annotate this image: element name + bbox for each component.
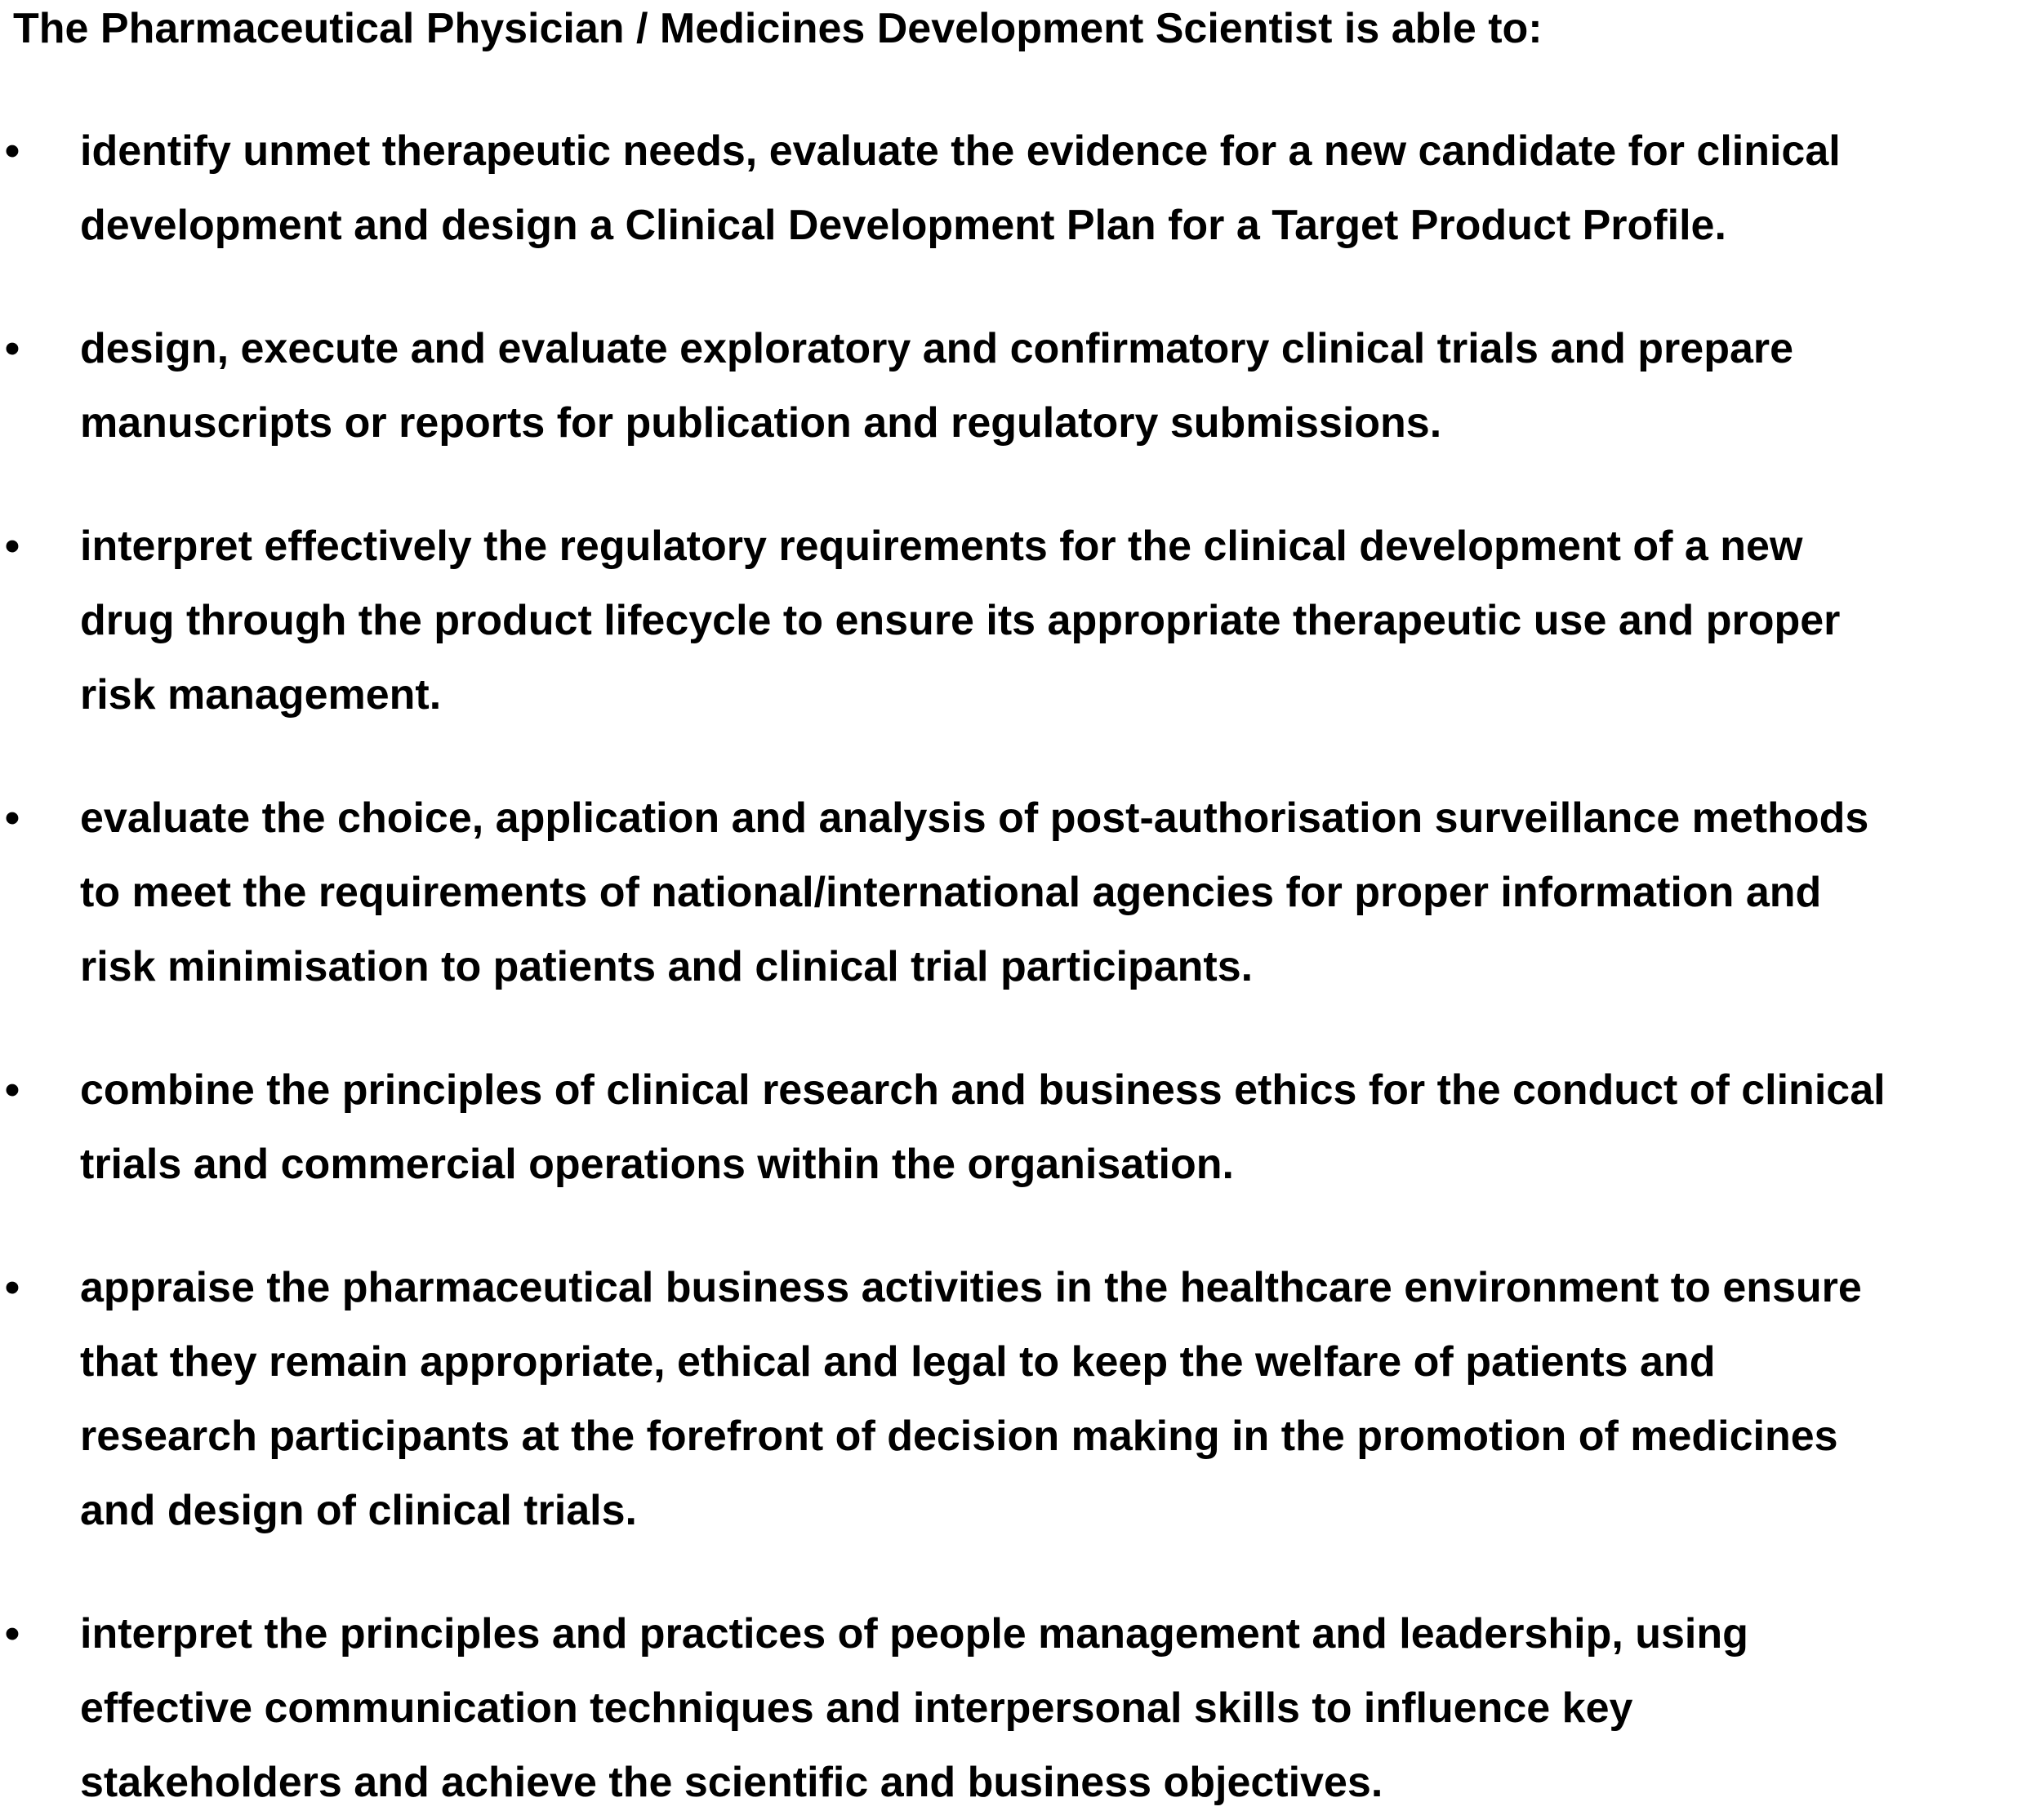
text-line: identify unmet therapeutic needs, evaluate the evidence for a new candidate for clinical <box>80 127 1841 175</box>
text-line: combine the principles of clinical research and business ethics for the conduct of clinical <box>80 1066 1886 1114</box>
list-item-text <box>80 1053 2017 1202</box>
text-line: stakeholders and achieve the scientific and business objectives. <box>80 1759 1383 1806</box>
text-line: manuscripts or reports for publication and regulatory submissions. <box>80 399 1442 447</box>
list-item-text <box>80 1597 2017 1820</box>
bullet-icon: • <box>4 523 20 570</box>
text-line: design, execute and evaluate exploratory and confirmatory clinical trials and prepare <box>80 325 1794 372</box>
page-heading: The Pharmaceutical Physician / Medicines Development Scientist is able to: <box>13 5 1543 52</box>
text-line: risk management. <box>80 671 442 719</box>
text-line: to meet the requirements of national/international agencies for proper information and <box>80 869 1822 916</box>
list-item-text <box>80 510 2017 732</box>
bullet-icon: • <box>4 1610 20 1658</box>
bullet-icon: • <box>4 794 20 842</box>
text-line: development and design a Clinical Development Plan for a Target Product Profile. <box>80 202 1726 249</box>
text-line: trials and commercial operations within the organisation. <box>80 1141 1234 1188</box>
text-line: research participants at the forefront of decision making in the promotion of medicines <box>80 1413 1838 1460</box>
list-item-text <box>80 781 2017 1004</box>
list-item-text <box>80 312 2017 461</box>
text-line: evaluate the choice, application and analysis of post-authorisation surveillance methods <box>80 794 1869 842</box>
bullet-icon: • <box>4 325 20 372</box>
text-line: that they remain appropriate, ethical and legal to keep the welfare of patients and <box>80 1338 1716 1386</box>
text-line: appraise the pharmaceutical business activities in the healthcare environment to ensure <box>80 1264 1862 1311</box>
list-item-text <box>80 1251 2017 1548</box>
text-line: and design of clinical trials. <box>80 1487 637 1534</box>
bullet-icon: • <box>4 1264 20 1311</box>
text-line: interpret the principles and practices of people management and leadership, using <box>80 1610 1748 1658</box>
text-line: interpret effectively the regulatory requirements for the clinical development of a new <box>80 523 1803 570</box>
text-line: drug through the product lifecycle to ensure its appropriate therapeutic use and proper <box>80 597 1841 644</box>
bullet-icon: • <box>4 127 20 175</box>
bullet-icon: • <box>4 1066 20 1114</box>
list-item-text <box>80 114 2017 263</box>
text-line: effective communication techniques and interpersonal skills to influence key <box>80 1684 1633 1732</box>
text-line: risk minimisation to patients and clinical trial participants. <box>80 943 1254 990</box>
